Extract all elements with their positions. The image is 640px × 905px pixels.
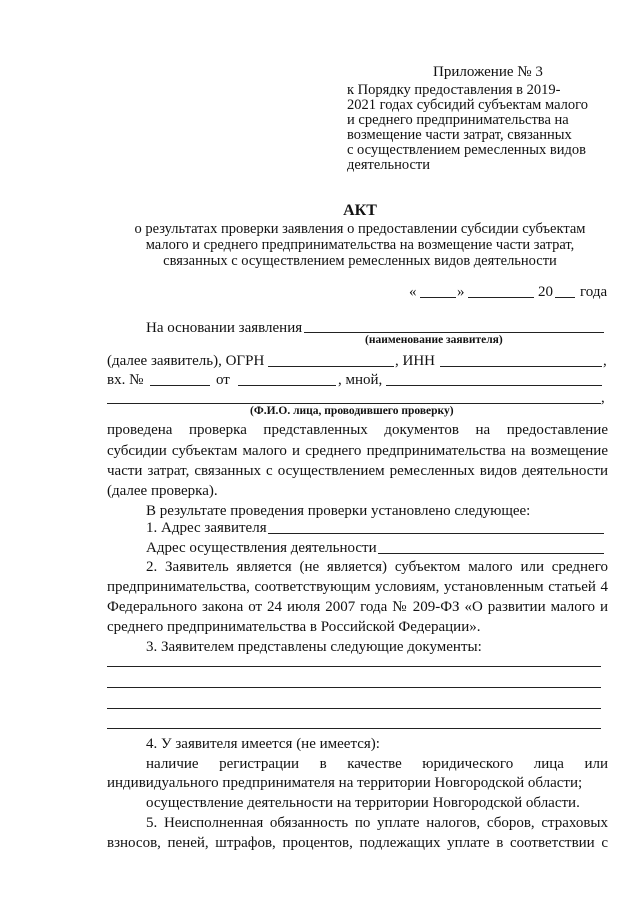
act-subtitle-line: о результатах проверки заявления о предоставлении субсидии субъектам (134, 221, 586, 237)
date-month-field[interactable] (468, 297, 534, 298)
item-3-label: 3. Заявителем представлены следующие документы: (146, 639, 482, 655)
paragraph-line: проведена проверка представленных документов на предоставление (107, 422, 608, 438)
inn-field[interactable] (440, 366, 602, 367)
from-label: от (216, 372, 230, 388)
result-intro: В результате проведения проверки установлено следующее: (146, 503, 531, 519)
date-year-field[interactable] (555, 297, 575, 298)
act-subtitle-line: малого и среднего предпринимательства на возмещение части затрат, (145, 237, 575, 253)
item-1-label: 1. Адрес заявителя (146, 520, 267, 536)
basis-label: На основании заявления (146, 320, 303, 336)
documents-field[interactable] (107, 666, 601, 667)
date-day-field[interactable] (420, 297, 456, 298)
appendix-line: 2021 годах субсидий субъектам малого (347, 97, 588, 113)
inn-end-comma: , (603, 353, 607, 369)
paragraph-line: (далее проверка). (107, 483, 218, 499)
applicant-caption: (наименование заявителя) (365, 334, 503, 346)
fio-end-comma: , (601, 390, 605, 406)
appendix-line: возмещение части затрат, связанных (347, 127, 572, 143)
appendix-line: и среднего предпринимательства на (347, 112, 569, 128)
item-4-label: 4. У заявителя имеется (не имеется): (146, 736, 380, 752)
date-open-quote: « (409, 284, 417, 300)
documents-field[interactable] (107, 687, 601, 688)
date-year-word: года (580, 284, 608, 300)
paragraph-line: наличие регистрации в качестве юридического лица или (146, 756, 608, 772)
inspector-position-field[interactable] (386, 385, 602, 386)
paragraph-line: 2. Заявитель является (не является) субъектом малого или среднего (146, 559, 608, 575)
appendix-line: к Порядку предоставления в 2019- (347, 82, 561, 98)
by-me-label: , мной, (338, 372, 383, 388)
paragraph-line: осуществление деятельности на территории Новгородской области. (146, 795, 580, 811)
date-close-quote: » (457, 284, 465, 300)
paragraph-line: 5. Неисполненная обязанность по уплате налогов, сборов, страховых (146, 815, 608, 831)
incoming-label: вх. № (107, 372, 144, 388)
appendix-title: Приложение № 3 (433, 64, 543, 80)
documents-field[interactable] (107, 728, 601, 729)
paragraph-line: индивидуального предпринимателя на территории Новгородской области; (107, 775, 583, 791)
date-year-prefix: 20 (538, 284, 553, 300)
hereinafter-label: (далее заявитель), ОГРН (107, 353, 265, 369)
appendix-line: с осуществлением ремесленных видов (347, 142, 586, 158)
ogrn-field[interactable] (268, 366, 394, 367)
applicant-name-field[interactable] (304, 332, 604, 333)
activity-address-field[interactable] (378, 553, 604, 554)
paragraph-line: предпринимательства, соответствующим условиям, установленным статьей 4 (107, 579, 608, 595)
fio-caption: (Ф.И.О. лица, проводившего проверку) (250, 405, 454, 417)
documents-field[interactable] (107, 708, 601, 709)
appendix-line: деятельности (347, 157, 431, 173)
paragraph-line: взносов, пеней, штрафов, процентов, подлежащих уплате в соответствии с (107, 835, 608, 851)
incoming-number-field[interactable] (150, 385, 210, 386)
from-date-field[interactable] (238, 385, 336, 386)
act-title: АКТ (343, 202, 377, 219)
inspector-name-field[interactable] (107, 403, 601, 404)
paragraph-line: среднего предпринимательства в Российской Федерации». (107, 619, 481, 635)
act-subtitle-line: связанных с осуществлением ремесленных видов деятельности (163, 253, 557, 269)
paragraph-line: части затрат, связанных с осуществлением ремесленных видов деятельности (107, 463, 608, 479)
applicant-address-field[interactable] (268, 533, 604, 534)
paragraph-line: Федерального закона от 24 июля 2007 года № 209-ФЗ «О развитии малого и (107, 599, 608, 615)
inn-label: , ИНН (395, 353, 435, 369)
item-1b-label: Адрес осуществления деятельности (146, 540, 377, 556)
paragraph-line: субсидии субъектам малого и среднего предпринимательства на возмещение (107, 443, 608, 459)
